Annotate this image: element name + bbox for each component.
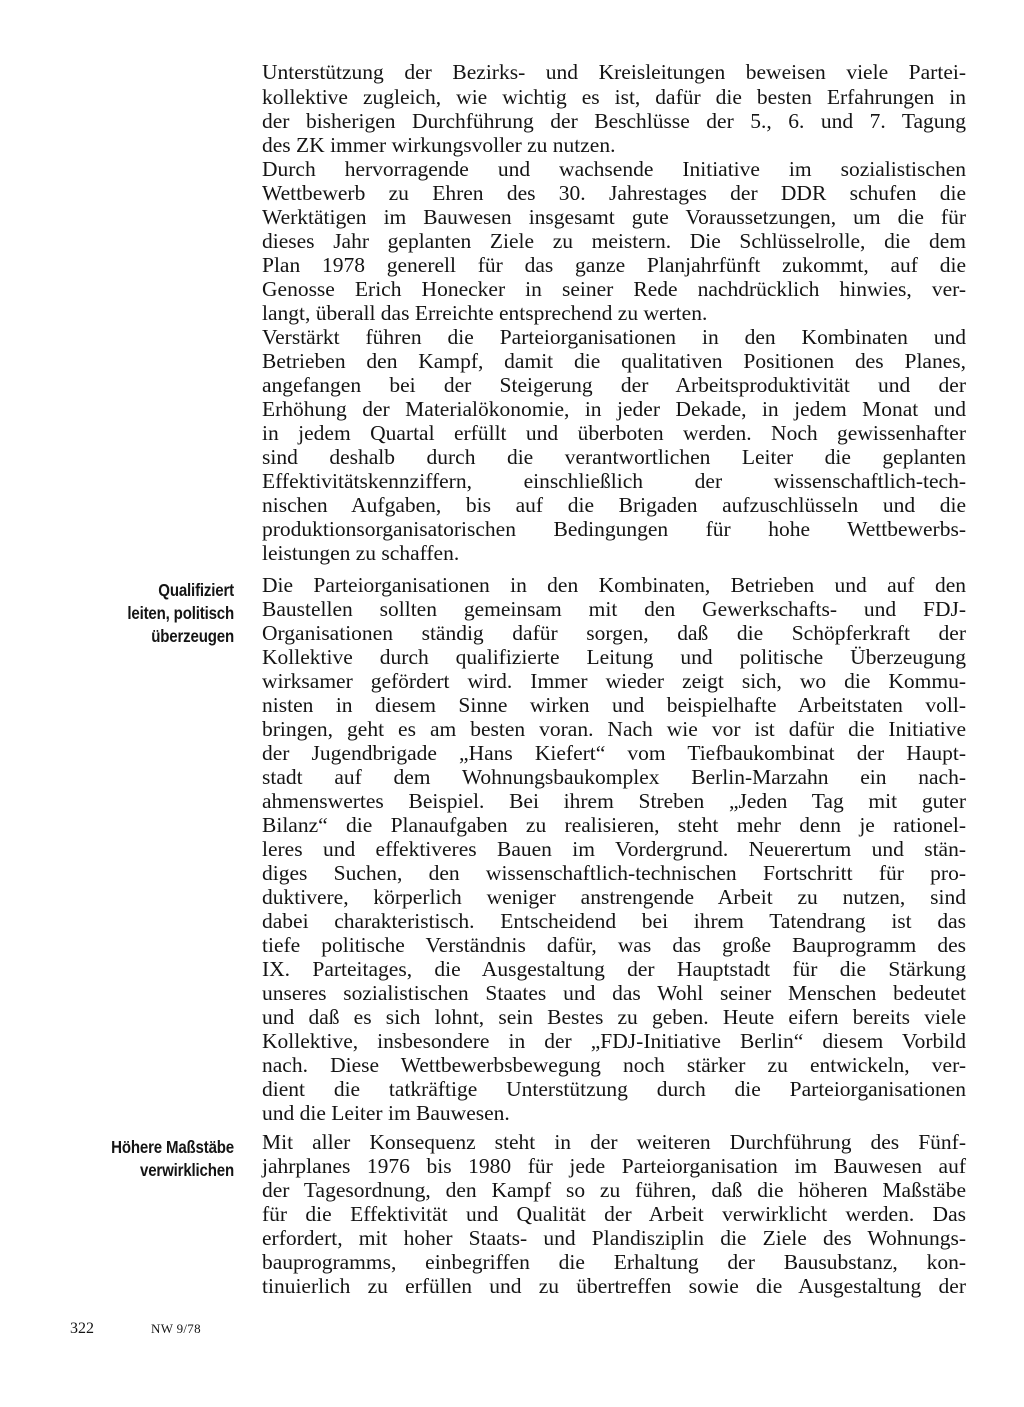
text-line: Kollektive durch qualifizierte Leitung und politische Überzeugung	[262, 645, 966, 669]
text-line: ahmenswertes Beispiel. Bei ihrem Streben „Jeden Tag mit guter	[262, 789, 966, 813]
text-line: und daß es sich lohnt, sein Bestes zu geben. Heute eifern bereits viele	[262, 1005, 966, 1029]
text-line: Mit aller Konsequenz steht in der weiteren Durchführung des Fünf-	[262, 1130, 966, 1154]
text-line: Wettbewerb zu Ehren des 30. Jahrestages der DDR schufen die	[262, 181, 966, 205]
text-line: jahrplanes 1976 bis 1980 für jede Parteiorganisation im Bauwesen auf	[262, 1154, 966, 1178]
text-line: diges Suchen, den wissenschaftlich-technischen Fortschritt für pro-	[262, 861, 966, 885]
text-line: leistungen zu schaffen.	[262, 541, 460, 565]
text-line: Kollektive, insbesondere in der „FDJ-Initiative Berlin“ diesem Vorbild	[262, 1029, 966, 1053]
text-line: Plan 1978 generell für das ganze Planjahrfünft zukommt, auf die	[262, 253, 966, 277]
text-line: Baustellen sollten gemeinsam mit den Gewerkschafts- und FDJ-	[262, 597, 966, 621]
text-line: tinuierlich zu erfüllen und zu übertreffen sowie die Ausgestaltung der	[262, 1274, 966, 1298]
side-heading-line: verwirklichen	[140, 1160, 234, 1180]
text-line: nach. Diese Wettbewerbsbewegung noch stärker zu entwickeln, ver-	[262, 1053, 966, 1077]
text-line: sind deshalb durch die verantwortlichen Leiter die geplanten	[262, 445, 966, 469]
text-line: Verstärkt führen die Parteiorganisationen in den Kombinaten und	[262, 325, 966, 349]
text-line: Unterstützung der Bezirks- und Kreisleitungen beweisen viele Partei-	[262, 60, 966, 84]
text-line: Effektivitätskennziffern, einschließlich der wissenschaftlich-tech-	[262, 469, 966, 493]
text-line: IX. Parteitages, die Ausgestaltung der Hauptstadt für die Stärkung	[262, 957, 966, 981]
text-line: dieses Jahr geplanten Ziele zu meistern. Die Schlüsselrolle, die dem	[262, 229, 966, 253]
side-heading-line: Höhere Maßstäbe	[111, 1137, 234, 1157]
text-line: dient die tatkräftige Unterstützung durch die Parteiorganisationen	[262, 1077, 966, 1101]
text-line: bauprogramms, einbegriffen die Erhaltung der Bausubstanz, kon-	[262, 1250, 966, 1274]
text-line: nischen Aufgaben, bis auf die Brigaden aufzuschlüsseln und die	[262, 493, 966, 517]
text-line: unseres sozialistischen Staates und das Wohl seiner Menschen bedeutet	[262, 981, 966, 1005]
text-line: Erhöhung der Materialökonomie, in jeder Dekade, in jedem Monat und	[262, 397, 966, 421]
text-line: stadt auf dem Wohnungsbaukomplex Berlin-Marzahn ein nach-	[262, 765, 966, 789]
side-heading-qualifiziert-leiten	[71, 579, 234, 648]
text-line: erfordert, mit hoher Staats- und Plandisziplin die Ziele des Wohnungs-	[262, 1226, 966, 1250]
side-heading-line: leiten, politisch	[127, 603, 234, 623]
issue-label: NW 9/78	[151, 1321, 201, 1336]
side-heading-hoehere-massstaebe	[71, 1136, 234, 1182]
text-line: tiefe politische Verständnis dafür, was das große Bauprogramm des	[262, 933, 966, 957]
text-line: der Tagesordnung, den Kampf so zu führen, daß die höheren Maßstäbe	[262, 1178, 966, 1202]
text-line: bringen, geht es am besten voran. Nach wie vor ist dafür die Initiative	[262, 717, 966, 741]
text-line: Organisationen ständig dafür sorgen, daß die Schöpferkraft der	[262, 621, 966, 645]
text-line: der Jugendbrigade „Hans Kiefert“ vom Tiefbaukombinat der Haupt-	[262, 741, 966, 765]
page-number: 322	[70, 1320, 94, 1337]
text-line: kollektive zugleich, wie wichtig es ist, dafür die besten Erfahrungen in	[262, 85, 966, 109]
text-line: Bilanz“ die Planaufgaben zu realisieren, steht mehr denn je rationel-	[262, 813, 966, 837]
text-line: leres und effektiveres Bauen im Vordergrund. Neuerertum und stän-	[262, 837, 966, 861]
text-line: wirksamer gefördert wird. Immer wieder zeigt sich, wo die Kommu-	[262, 669, 966, 693]
text-line: produktionsorganisatorischen Bedingungen für hohe Wettbewerbs-	[262, 517, 966, 541]
text-line: und die Leiter im Bauwesen.	[262, 1101, 510, 1125]
text-line: Die Parteiorganisationen in den Kombinaten, Betrieben und auf den	[262, 573, 966, 597]
text-line: Werktätigen im Bauwesen insgesamt gute Voraussetzungen, um die für	[262, 205, 966, 229]
text-line: angefangen bei der Steigerung der Arbeitsproduktivität und der	[262, 373, 966, 397]
text-line: für die Effektivität und Qualität der Arbeit verwirklicht werden. Das	[262, 1202, 966, 1226]
text-line: in jedem Quartal erfüllt und überboten werden. Noch gewissenhafter	[262, 421, 966, 445]
text-line: Genosse Erich Honecker in seiner Rede nachdrücklich hinwies, ver-	[262, 277, 966, 301]
text-line: langt, überall das Erreichte entsprechend zu werten.	[262, 301, 708, 325]
text-line: nisten in diesem Sinne wirken und beispielhafte Arbeitstaten voll-	[262, 693, 966, 717]
text-line: dabei charakteristisch. Entscheidend bei ihrem Tatendrang ist das	[262, 909, 966, 933]
text-line: duktivere, körperlich weniger anstrengende Arbeit zu nutzen, sind	[262, 885, 966, 909]
side-heading-line: überzeugen	[151, 626, 234, 646]
side-heading-line: Qualifiziert	[158, 580, 234, 600]
text-line: Durch hervorragende und wachsende Initiative im sozialistischen	[262, 157, 966, 181]
text-line: der bisherigen Durchführung der Beschlüsse der 5., 6. und 7. Tagung	[262, 109, 966, 133]
text-line: des ZK immer wirkungsvoller zu nutzen.	[262, 133, 616, 157]
text-line: Betrieben den Kampf, damit die qualitativen Positionen des Planes,	[262, 349, 966, 373]
